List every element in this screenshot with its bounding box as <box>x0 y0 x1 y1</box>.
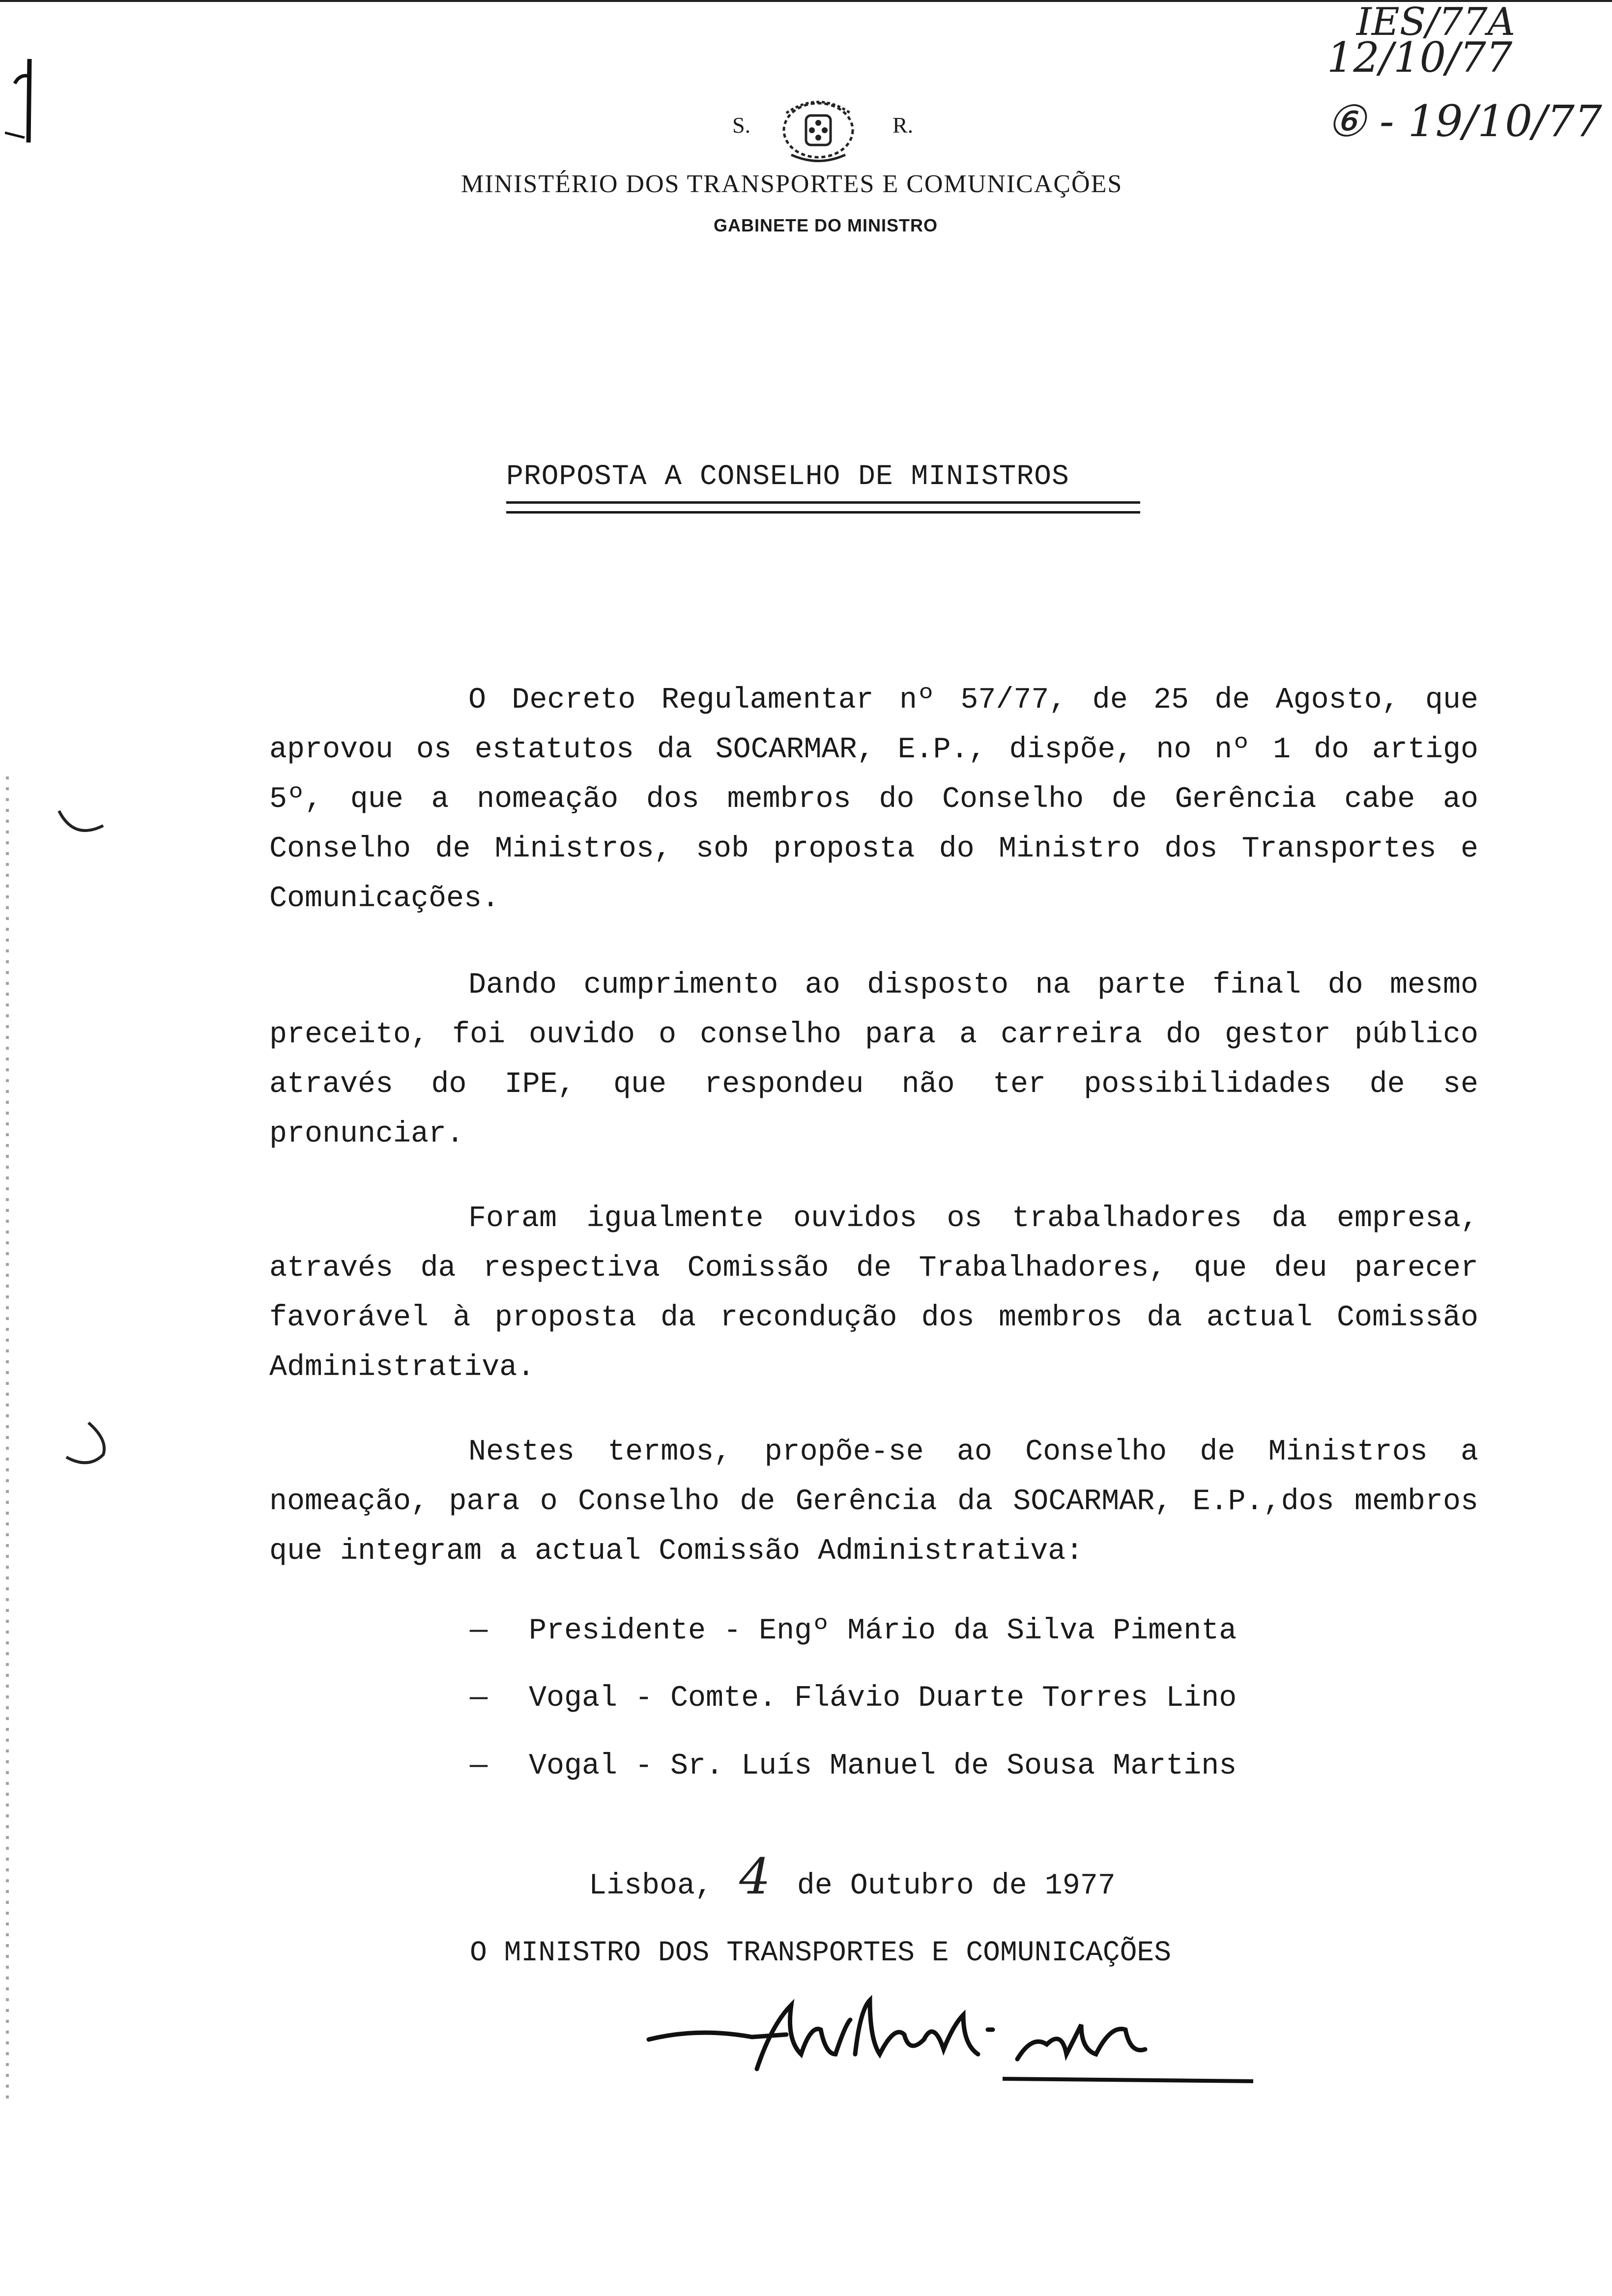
date-day-handwritten: 4 <box>739 1848 771 1905</box>
signatory-title: O MINISTRO DOS TRANSPORTES E COMUNICAÇÕES <box>470 1937 1172 1969</box>
handwritten-stamp-line1: IES/77A <box>1356 0 1516 44</box>
paragraph-2-text: Dando cumprimento ao disposto na parte final do mesmo preceito, foi ouvido o conselho para a carreira do gestor público através do IPE, que respondeu não ter possibilidades de se pronunciar. <box>269 969 1478 1151</box>
member-item <box>470 1682 1237 1715</box>
member-dash: — <box>470 1614 488 1648</box>
paragraph-4 <box>269 1428 1478 1577</box>
member-item <box>470 1614 1237 1648</box>
margin-arc-mark <box>54 806 108 848</box>
header-letter-r: R. <box>892 113 914 138</box>
paragraph-4-text: Nestes termos, propõe-se ao Conselho de Ministros a nomeação, para o Conselho de Gerência da SOCARMAR, E.P.,dos membros que integram a actual Comissão Administrativa: <box>269 1435 1478 1568</box>
paragraph-1 <box>269 676 1478 924</box>
title-underline-double <box>506 511 1140 514</box>
date-prefix: Lisboa, <box>589 1869 713 1903</box>
ministry-name: MINISTÉRIO DOS TRANSPORTES E COMUNICAÇÕES <box>461 170 1123 198</box>
document-title: PROPOSTA A CONSELHO DE MINISTROS <box>506 461 1069 493</box>
paragraph-3-text: Foram igualmente ouvidos os trabalhadores da empresa, através da respectiva Comissão de Trabalhadores, que deu parecer favorável à proposta da recondução dos membros da actual Comissão Administrativa. <box>269 1202 1478 1384</box>
handwritten-stamp-line2: 12/10/77 <box>1327 33 1513 82</box>
handwritten-stamp-line3: ⑥ - 19/10/77 <box>1327 96 1602 146</box>
member-dash: — <box>470 1750 488 1783</box>
member-dash: — <box>470 1682 488 1715</box>
member-text: Vogal - Comte. Flávio Duarte Torres Lino <box>529 1682 1237 1715</box>
signature <box>639 1980 1278 2096</box>
date-suffix: de Outubro de 1977 <box>797 1869 1116 1903</box>
margin-ticks <box>6 776 9 2103</box>
member-item <box>470 1750 1237 1783</box>
header-letter-s: S. <box>732 113 751 138</box>
margin-arc-mark <box>59 1420 113 1477</box>
cabinet-name: GABINETE DO MINISTRO <box>714 215 938 235</box>
date-line <box>589 1848 1116 1905</box>
paragraph-1-text: O Decreto Regulamentar nº 57/77, de 25 de Agosto, que aprovou os estatutos da SOCARMAR, E.P., dispõe, no nº 1 do artigo 5º, que a nomeação dos membros do Conselho de Gerência cabe ao Conselho de Ministros, sob proposta do Ministro dos Transportes e Comunicações. <box>269 684 1478 916</box>
paragraph-3 <box>269 1194 1478 1393</box>
margin-mark <box>5 54 39 152</box>
member-text: Vogal - Sr. Luís Manuel de Sousa Martins <box>529 1750 1237 1783</box>
title-underline <box>506 501 1140 504</box>
coat-of-arms-emblem <box>772 93 865 170</box>
member-text: Presidente - Engº Mário da Silva Pimenta <box>529 1614 1237 1648</box>
paragraph-2 <box>269 961 1478 1159</box>
